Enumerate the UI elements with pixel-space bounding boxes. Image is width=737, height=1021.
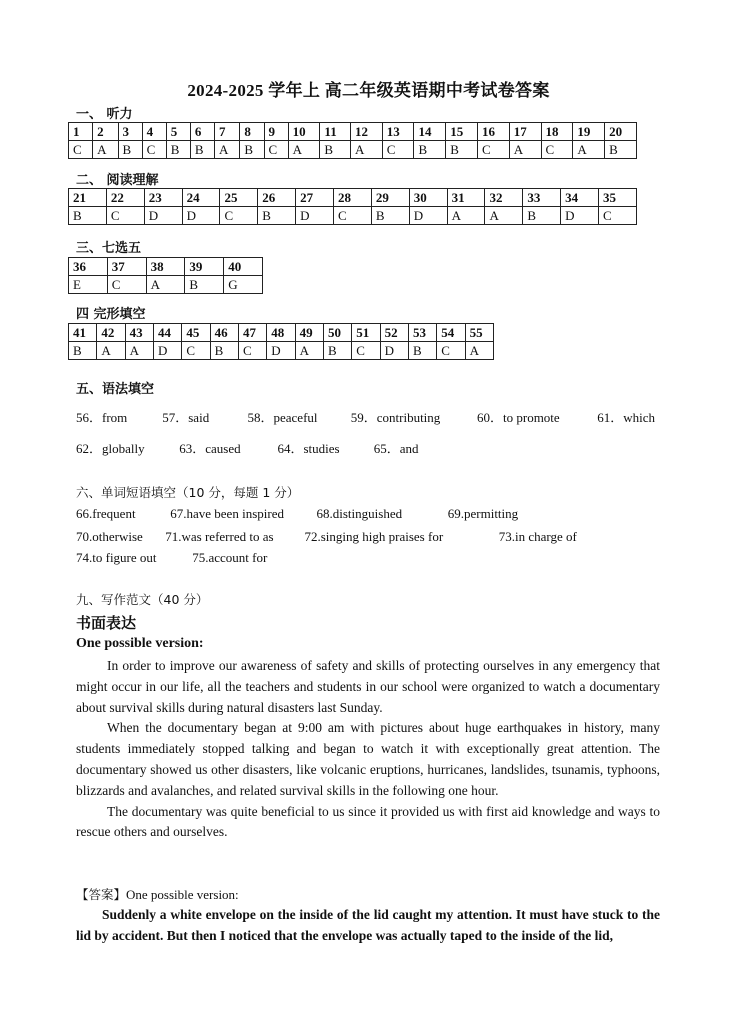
answer-label-line xyxy=(76,885,239,903)
answer-cell: A xyxy=(509,141,541,159)
answer-cell: B xyxy=(371,207,409,225)
answer-cell: 27 xyxy=(296,189,334,207)
vocab-row-3 xyxy=(76,550,267,566)
answer-cell: 50 xyxy=(323,324,351,342)
answer-cell: 26 xyxy=(258,189,296,207)
answer-cell: 15 xyxy=(446,123,478,141)
answer-cell: 53 xyxy=(408,324,436,342)
answer-cell: 40 xyxy=(224,258,263,276)
answer-cell: 49 xyxy=(295,324,323,342)
grammar-answer: 56．from xyxy=(76,410,128,425)
answer-cell: B xyxy=(605,141,637,159)
answer-cell: 37 xyxy=(107,258,146,276)
grammar-answer: 59．contributing xyxy=(350,410,441,425)
answer-cell: C xyxy=(541,141,573,159)
answer-cell: 10 xyxy=(288,123,320,141)
seven-choose-five-table xyxy=(68,257,263,294)
answer-cell: B xyxy=(258,207,296,225)
answer-cell: 21 xyxy=(69,189,107,207)
writing-subheading: 书面表达 xyxy=(76,614,137,632)
answer-cell: 47 xyxy=(238,324,266,342)
cloze-answer-row xyxy=(69,342,494,360)
grammar-answer: 57．said xyxy=(162,410,210,425)
answer-cell: 35 xyxy=(599,189,637,207)
answer-cell: B xyxy=(414,141,446,159)
answer-cell: 4 xyxy=(142,123,166,141)
answer-cell: 7 xyxy=(215,123,240,141)
vocab-row-1 xyxy=(76,506,518,522)
answer-cell: C xyxy=(478,141,510,159)
listening-number-row xyxy=(69,123,637,141)
answer-cell: 55 xyxy=(465,324,493,342)
answer-cell: B xyxy=(323,342,351,360)
answer-cell: 3 xyxy=(118,123,142,141)
answer-cell: D xyxy=(267,342,295,360)
seven-answer-row xyxy=(69,276,263,294)
answer-cell: 33 xyxy=(523,189,561,207)
answer-cell: 43 xyxy=(125,324,153,342)
answer-cell: B xyxy=(185,276,224,294)
answer-paragraph: Suddenly a white envelope on the inside of the lid caught my attention. It must have stuck to the lid by accident. But then I noticed that the envelope was actually taped to the inside of the lid, xyxy=(76,907,660,943)
answer-cell: B xyxy=(408,342,436,360)
answer-cell: B xyxy=(118,141,142,159)
vocab-answer: 66.frequent xyxy=(76,506,136,521)
answer-cell: D xyxy=(409,207,447,225)
answer-cell: 31 xyxy=(447,189,485,207)
answer-cell: 17 xyxy=(509,123,541,141)
answer-cell: B xyxy=(69,342,97,360)
answer-cell: A xyxy=(485,207,523,225)
answer-cell: 42 xyxy=(97,324,125,342)
answer-cell: 18 xyxy=(541,123,573,141)
cloze-number-row xyxy=(69,324,494,342)
answer-cell: 38 xyxy=(146,258,185,276)
answer-cell: 29 xyxy=(371,189,409,207)
reading-answer-row xyxy=(69,207,637,225)
answer-cell: 28 xyxy=(334,189,372,207)
answer-cell: C xyxy=(437,342,465,360)
answer-cell: B xyxy=(240,141,264,159)
model-essay xyxy=(76,656,660,843)
answer-cell: 25 xyxy=(220,189,258,207)
answer-cell: B xyxy=(320,141,351,159)
answer-cell: A xyxy=(295,342,323,360)
grammar-answer: 61．which xyxy=(597,410,656,425)
listening-answer-row xyxy=(69,141,637,159)
answer-cell: 11 xyxy=(320,123,351,141)
vocab-answer: 71.was referred to as xyxy=(165,529,274,544)
answer-cell: 51 xyxy=(352,324,380,342)
answer-cell: A xyxy=(465,342,493,360)
grammar-answer: 60．to promote xyxy=(477,410,560,425)
vocab-answer: 70.otherwise xyxy=(76,529,143,544)
answer-version-label: One possible version: xyxy=(126,887,239,902)
answer-cell: B xyxy=(190,141,214,159)
answer-cell: 5 xyxy=(166,123,190,141)
grammar-heading: 五、语法填空 xyxy=(76,382,155,397)
answer-cell: B xyxy=(166,141,190,159)
vocab-answer: 68.distinguished xyxy=(316,506,403,521)
answer-text xyxy=(76,905,660,947)
answer-cell: A xyxy=(573,141,605,159)
answer-cell: 48 xyxy=(267,324,295,342)
essay-paragraph: When the documentary began at 9:00 am with pictures about huge earthquakes in history, many students immediately stopped talking and began to watch it with exceptionally great attention. The documentary showed us other disasters, like volcanic eruptions, hurricanes, landslides, tsunamis, typhoons, blizzards and avalanches, and related survival skills in the following one hour. xyxy=(76,720,660,798)
version-label: One possible version: xyxy=(76,636,204,651)
answer-cell: D xyxy=(296,207,334,225)
answer-cell: A xyxy=(447,207,485,225)
answer-cell: B xyxy=(523,207,561,225)
answer-cell: 9 xyxy=(264,123,288,141)
vocab-answer: 74.to figure out xyxy=(76,550,157,565)
writing-heading: 九、写作范文（40 分） xyxy=(76,592,209,607)
answer-label: 【答案】 xyxy=(76,887,127,902)
vocab-answer: 69.permitting xyxy=(447,506,519,521)
answer-cell: C xyxy=(264,141,288,159)
answer-cell: 13 xyxy=(382,123,414,141)
listening-answer-table xyxy=(68,122,637,159)
answer-cell: 46 xyxy=(210,324,238,342)
answer-cell: C xyxy=(69,141,93,159)
essay-paragraph: The documentary was quite beneficial to us since it provided us with first aid knowledge and ways to rescue others and ourselves. xyxy=(76,803,660,840)
answer-cell: 30 xyxy=(409,189,447,207)
answer-cell: 44 xyxy=(153,324,181,342)
grammar-answer: 65．and xyxy=(373,441,419,456)
essay-paragraph: In order to improve our awareness of safety and skills of protecting ourselves in any emergency that might occur in our life, all the teachers and students in our school were organized to watch a documentary about survival skills during natural disasters last Sunday. xyxy=(76,658,660,715)
answer-cell: C xyxy=(334,207,372,225)
answer-cell: C xyxy=(107,276,146,294)
answer-cell: 39 xyxy=(185,258,224,276)
answer-cell: A xyxy=(350,141,382,159)
answer-cell: 41 xyxy=(69,324,97,342)
vocab-answer: 75.account for xyxy=(192,550,268,565)
reading-heading: 二、 阅读理解 xyxy=(76,173,159,188)
answer-cell: C xyxy=(352,342,380,360)
answer-cell: 2 xyxy=(93,123,118,141)
answer-cell: C xyxy=(220,207,258,225)
answer-cell: C xyxy=(238,342,266,360)
answer-cell: D xyxy=(144,207,182,225)
answer-cell: C xyxy=(182,342,210,360)
answer-cell: 19 xyxy=(573,123,605,141)
answer-cell: D xyxy=(561,207,599,225)
answer-cell: A xyxy=(215,141,240,159)
answer-cell: B xyxy=(69,207,107,225)
answer-cell: 36 xyxy=(69,258,108,276)
grammar-row-2 xyxy=(76,438,419,457)
answer-cell: 23 xyxy=(144,189,182,207)
answer-cell: A xyxy=(288,141,320,159)
vocab-answer: 73.in charge of xyxy=(498,529,577,544)
answer-cell: B xyxy=(446,141,478,159)
grammar-row-1 xyxy=(76,407,655,426)
answer-cell: A xyxy=(97,342,125,360)
vocab-answer: 72.singing high praises for xyxy=(304,529,444,544)
cloze-heading: 四 完形填空 xyxy=(76,307,146,322)
answer-cell: A xyxy=(146,276,185,294)
grammar-answer: 63．caused xyxy=(179,441,241,456)
answer-cell: 20 xyxy=(605,123,637,141)
answer-cell: A xyxy=(93,141,118,159)
answer-cell: 8 xyxy=(240,123,264,141)
answer-cell: 24 xyxy=(182,189,220,207)
cloze-answer-table xyxy=(68,323,494,360)
answer-cell: 12 xyxy=(350,123,382,141)
answer-cell: C xyxy=(382,141,414,159)
answer-cell: 22 xyxy=(106,189,144,207)
answer-cell: 45 xyxy=(182,324,210,342)
answer-cell: G xyxy=(224,276,263,294)
seven-number-row xyxy=(69,258,263,276)
grammar-answer: 58．peaceful xyxy=(247,410,318,425)
page-title: 2024-2025 学年上 高二年级英语期中考试卷答案 xyxy=(187,81,550,100)
answer-cell: 16 xyxy=(478,123,510,141)
grammar-answer: 64．studies xyxy=(277,441,340,456)
answer-cell: 1 xyxy=(69,123,93,141)
seven-choose-five-heading: 三、七选五 xyxy=(76,241,142,256)
answer-cell: D xyxy=(153,342,181,360)
answer-cell: 14 xyxy=(414,123,446,141)
answer-cell: C xyxy=(106,207,144,225)
vocab-heading: 六、单词短语填空（10 分，每题 1 分） xyxy=(76,485,300,500)
answer-cell: 34 xyxy=(561,189,599,207)
grammar-answer: 62．globally xyxy=(76,441,145,456)
reading-answer-table xyxy=(68,188,637,225)
answer-cell: 32 xyxy=(485,189,523,207)
answer-cell: 6 xyxy=(190,123,214,141)
listening-heading: 一、 听力 xyxy=(76,107,133,122)
reading-number-row xyxy=(69,189,637,207)
answer-cell: A xyxy=(125,342,153,360)
answer-cell: C xyxy=(599,207,637,225)
answer-cell: 52 xyxy=(380,324,408,342)
vocab-answer: 67.have been inspired xyxy=(170,506,284,521)
answer-cell: D xyxy=(182,207,220,225)
answer-cell: D xyxy=(380,342,408,360)
answer-cell: 54 xyxy=(437,324,465,342)
vocab-row-2 xyxy=(76,529,577,545)
answer-cell: B xyxy=(210,342,238,360)
answer-cell: E xyxy=(69,276,108,294)
answer-cell: C xyxy=(142,141,166,159)
